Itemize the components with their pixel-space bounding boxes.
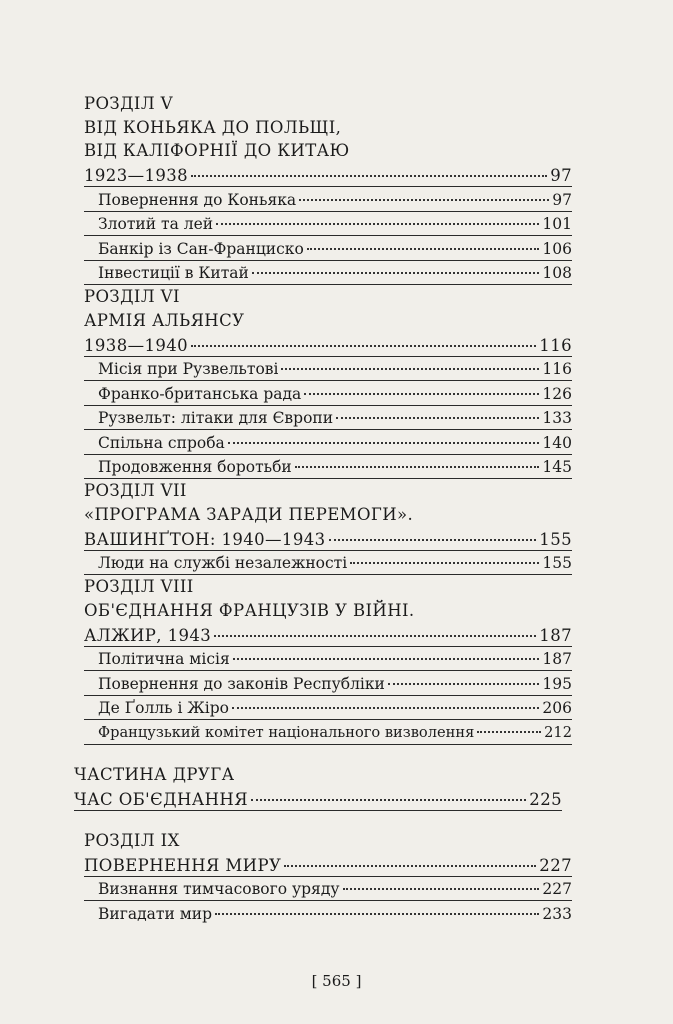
chapter-6-title: АРМІЯ АЛЬЯНСУ [84, 310, 245, 330]
entry-page: 106 [542, 239, 572, 258]
toc-entry [84, 901, 572, 925]
chapter-7-label: РОЗДІЛ VII [84, 481, 187, 500]
entry-title: Місія при Рузвельтові [98, 360, 279, 378]
dot-leader [299, 183, 549, 201]
dot-leader [477, 716, 541, 733]
page-number: [ 565 ] [311, 972, 362, 990]
entry-title: Рузвельт: літаки для Європи [98, 409, 334, 427]
dot-leader [350, 547, 539, 565]
chapter-8-label: РОЗДІЛ VIII [84, 577, 194, 596]
toc-entry [84, 720, 572, 745]
dot-leader [343, 873, 540, 891]
chapter-8-title: ОБ'ЄДНАННЯ ФРАНЦУЗІВ У ВІЙНІ. [84, 600, 415, 620]
chapter-8-years: АЛЖИР, 1943 [84, 625, 212, 645]
entry-page: 233 [542, 904, 572, 923]
chapter-6-page: 116 [539, 335, 572, 355]
entry-title: Банкір із Сан-Франциско [98, 239, 304, 258]
entry-title: Вигадати мир [98, 904, 213, 923]
dot-leader [304, 377, 539, 395]
chapter-9-page: 227 [539, 855, 572, 875]
dot-leader [216, 208, 539, 226]
entry-page: 133 [542, 409, 572, 427]
part-2-page: 225 [529, 789, 562, 809]
chapter-5-page: 97 [550, 166, 572, 185]
entry-page: 195 [542, 674, 572, 693]
dot-leader [388, 667, 540, 685]
chapter-9-label: РОЗДІЛ IX [84, 830, 180, 850]
entry-title: Французький комітет національного визволення [98, 723, 475, 741]
entry-title: Де Ґолль і Жіро [98, 699, 230, 717]
entry-title: Продовження боротьби [98, 458, 292, 476]
entry-page: 116 [542, 360, 572, 378]
dot-leader [228, 426, 540, 444]
chapter-6-label: РОЗДІЛ VI [84, 287, 180, 306]
entry-title: Повернення до законів Республіки [98, 674, 385, 693]
dot-leader [214, 618, 536, 637]
entry-page: 126 [542, 384, 572, 403]
spacer [84, 811, 572, 829]
entry-page: 97 [552, 190, 572, 209]
entry-title: Франко-британська рада [98, 384, 302, 403]
part-2-label: ЧАСТИНА ДРУГА [74, 764, 235, 784]
entry-page: 101 [542, 215, 572, 233]
dot-leader [191, 159, 547, 178]
dot-leader [252, 257, 540, 275]
entry-title: Інвестиції в Китай [98, 264, 249, 282]
dot-leader [307, 232, 540, 250]
dot-leader [251, 782, 526, 801]
dot-leader [191, 328, 536, 347]
chapter-5-label: РОЗДІЛ V [84, 94, 173, 113]
table-of-contents [74, 92, 572, 925]
entry-title: Визнання тимчасового уряду [98, 880, 340, 898]
dot-leader [284, 848, 536, 867]
entry-page: 227 [542, 880, 572, 898]
entry-page: 145 [542, 458, 572, 476]
dot-leader [233, 643, 540, 661]
entry-page: 155 [542, 554, 572, 572]
chapter-5-title-line1: ВІД КОНЬЯКА ДО ПОЛЬЩІ, [84, 117, 342, 137]
chapter-9-title: ПОВЕРНЕННЯ МИРУ [84, 855, 282, 875]
entry-page: 108 [542, 264, 572, 282]
chapter-5-years: 1923—1938 [84, 166, 189, 185]
toc-entry [84, 551, 572, 576]
chapter-6-years: 1938—1940 [84, 335, 189, 355]
dot-leader [215, 897, 539, 915]
dot-leader [336, 402, 539, 420]
entry-page: 140 [542, 433, 572, 452]
chapter-8-page: 187 [539, 625, 572, 645]
chapter-7-years: ВАШИНҐТОН: 1940—1943 [84, 529, 326, 549]
chapter-5-title-line2: ВІД КАЛІФОРНІЇ ДО КИТАЮ [84, 141, 350, 160]
part-2-title-row [74, 786, 562, 811]
dot-leader [281, 353, 539, 371]
dot-leader [329, 522, 537, 541]
entry-title: Політична місія [98, 650, 230, 668]
entry-title: Спільна спроба [98, 433, 225, 452]
entry-title: Люди на службі незалежності [98, 554, 348, 572]
toc-entry [84, 261, 572, 286]
part-2-title: ЧАС ОБ'ЄДНАННЯ [74, 789, 248, 809]
entry-page: 187 [542, 650, 572, 668]
dot-leader [232, 692, 539, 710]
chapter-7-title: «ПРОГРАМА ЗАРАДИ ПЕРЕМОГИ». [84, 504, 414, 524]
entry-title: Злотий та лей [98, 215, 214, 233]
spacer [84, 745, 572, 763]
entry-title: Повернення до Коньяка [98, 190, 297, 209]
chapter-7-page: 155 [539, 529, 572, 549]
entry-page: 206 [542, 699, 572, 717]
dot-leader [295, 451, 540, 469]
entry-page: 212 [544, 723, 572, 741]
toc-entry [84, 455, 572, 480]
